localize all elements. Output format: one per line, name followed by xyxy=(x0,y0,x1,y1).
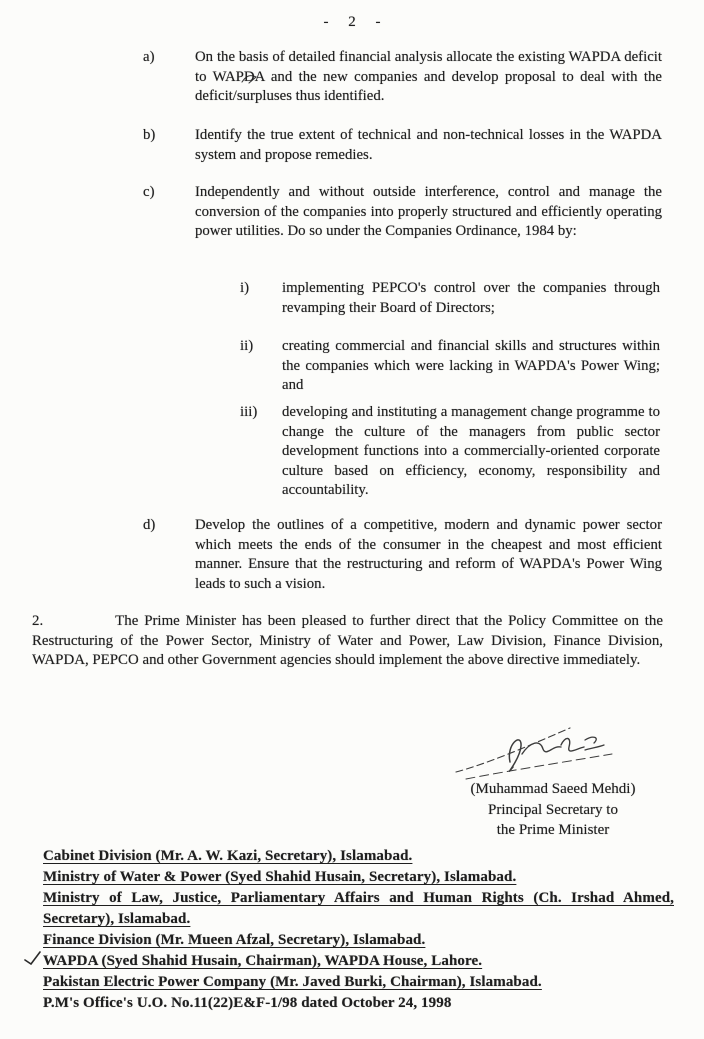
item-text: Identify the true extent of technical and non-technical losses in the WAPDA system and propose remedies. xyxy=(195,127,662,163)
page-number: - 2 - xyxy=(323,14,381,30)
distribution-entry: Finance Division (Mr. Mueen Afzal, Secretary), Islamabad. xyxy=(43,932,426,948)
distribution-list xyxy=(43,846,674,1014)
directive-item-a xyxy=(143,48,662,107)
distribution-entry-checked: WAPDA (Syed Shahid Husain, Chairman), WAPDA House, Lahore. xyxy=(43,953,483,969)
item-label: d) xyxy=(143,517,156,533)
distribution-entry: Ministry of Water & Power (Syed Shahid Husain, Secretary), Islamabad. xyxy=(43,869,517,885)
checkmark-icon xyxy=(24,950,41,970)
directive-subitem-ii xyxy=(240,337,660,396)
directive-item-c xyxy=(143,183,662,242)
item-text: Independently and without outside interference, control and manage the conversion of the companies into properly structured and efficiently operating power utilities. Do so under the Companies Ordinance, 1984 by: xyxy=(195,184,662,239)
item-label: a) xyxy=(143,49,155,65)
subitem-label: i) xyxy=(240,280,250,296)
subitem-label: ii) xyxy=(240,338,254,354)
item-text: Develop the outlines of a competitive, modern and dynamic power sector which meets the ends of the consumer in the cheapest and most efficient manner. Ensure that the restructuring and reform of WAPDA's Power Wing leads to such a vision. xyxy=(195,517,662,592)
directive-subitem-i xyxy=(240,279,660,318)
signatory-title-line-1: Principal Secretary to xyxy=(488,802,618,818)
subitem-label: iii) xyxy=(240,404,258,420)
item-text: On the basis of detailed financial analysis allocate the existing WAPDA deficit to WAPDA and the new companies and develop proposal to deal with the deficit/surpluses thus identified. xyxy=(195,49,662,104)
directive-subitem-iii xyxy=(240,403,660,501)
subitem-text: developing and instituting a management change programme to change the culture of the managers from public sector development functions into a commercially-oriented corporate culture based on efficiency, economy, responsibility and accountability. xyxy=(282,404,660,498)
subitem-text: creating commercial and financial skills and structures within the companies which were lacking in WAPDA's Power Wing; and xyxy=(282,338,660,393)
distribution-entry: Ministry of Law, Justice, Parliamentary Affairs and Human Rights (Ch. Irshad Ahmed, Secretary), Islamabad. xyxy=(43,890,674,927)
directive-item-b xyxy=(143,126,662,165)
signatory-title-line-2: the Prime Minister xyxy=(496,822,610,838)
signatory-name: (Muhammad Saeed Mehdi) xyxy=(470,781,636,797)
distribution-entry: Cabinet Division (Mr. A. W. Kazi, Secretary), Islamabad. xyxy=(43,848,413,864)
paragraph-number: 2. xyxy=(32,613,44,629)
distribution-entry: Pakistan Electric Power Company (Mr. Javed Burki, Chairman), Islamabad. xyxy=(43,974,542,990)
directive-item-d xyxy=(143,516,662,594)
subitem-text: implementing PEPCO's control over the companies through revamping their Board of Directors; xyxy=(282,280,660,316)
item-label: c) xyxy=(143,184,155,200)
item-label: b) xyxy=(143,127,156,143)
reference-line: P.M's Office's U.O. No.11(22)E&F-1/98 dated October 24, 1998 xyxy=(43,995,452,1011)
paragraph-2 xyxy=(32,612,663,671)
paragraph-text: The Prime Minister has been pleased to further direct that the Policy Committee on the Restructuring of the Power Sector, Ministry of Water and Power, Law Division, Finance Division, WAPDA, PEPCO and other Government agencies should implement the above directive immediately. xyxy=(32,613,663,668)
